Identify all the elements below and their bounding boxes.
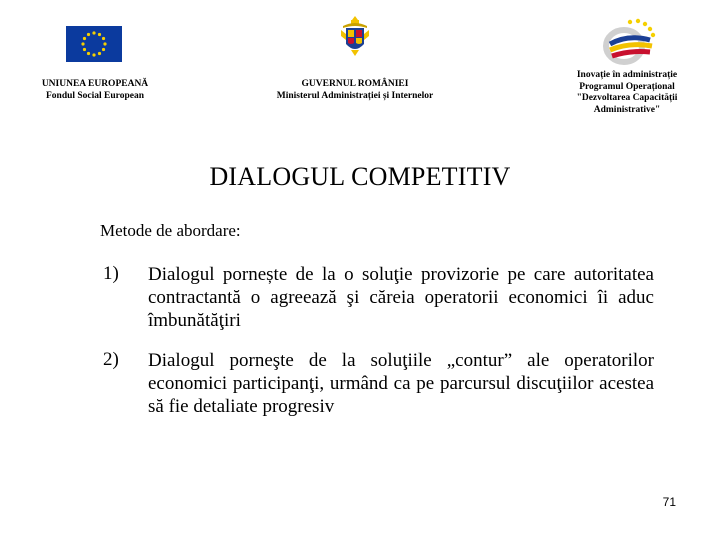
- eu-star: [92, 53, 95, 56]
- eu-star: [98, 33, 101, 36]
- eu-star: [92, 31, 95, 34]
- eu-flag-icon: [66, 26, 122, 62]
- program-line-3: "Dezvoltarea Capacității: [576, 93, 678, 103]
- eu-fund: Fondul Social European: [45, 91, 145, 101]
- eu-star: [87, 33, 90, 36]
- government-name: GUVERNUL ROMÂNIEI: [301, 79, 409, 89]
- eu-star: [83, 37, 86, 40]
- slide-title: DIALOGUL COMPETITIV: [209, 162, 511, 191]
- eu-star: [87, 52, 90, 55]
- eu-name: UNIUNEA EUROPEANĂ: [41, 79, 149, 89]
- program-line-4: Administrative": [593, 104, 661, 115]
- eu-star: [102, 48, 105, 51]
- item-text-2: Dialogul porneşte de la soluţiile „contur” ale operatorilor economici participanţi, urmând ca pe parcursul discuţiilor acestea să fie detaliate progresiv: [148, 350, 654, 417]
- program-line-1: Inovație în administrație: [576, 70, 678, 80]
- item-text-1: Dialogul pornește de la o soluţie provizorie pe care autoritatea contractantă o agreează şi căreia operatorii economici îi aduc îmbunătăţiri: [148, 264, 654, 331]
- romania-coat-of-arms-icon: [340, 14, 370, 58]
- item-number-1: 1): [103, 263, 119, 284]
- government-header: [270, 78, 440, 102]
- item-number-2: 2): [103, 349, 119, 370]
- eu-star: [98, 52, 101, 55]
- inovatie-logo-icon: [600, 16, 658, 66]
- program-line-2: Programul Operațional: [579, 81, 675, 92]
- eu-star: [81, 42, 84, 45]
- program-header: [562, 70, 692, 116]
- subheading: Metode de abordare:: [100, 221, 241, 240]
- ministry-name: Ministerul Administrației și Internelor: [276, 91, 434, 101]
- eu-star: [83, 48, 86, 51]
- page-number: 71: [662, 495, 676, 509]
- eu-star: [103, 42, 106, 45]
- eu-header: [30, 78, 160, 102]
- eu-star: [102, 37, 105, 40]
